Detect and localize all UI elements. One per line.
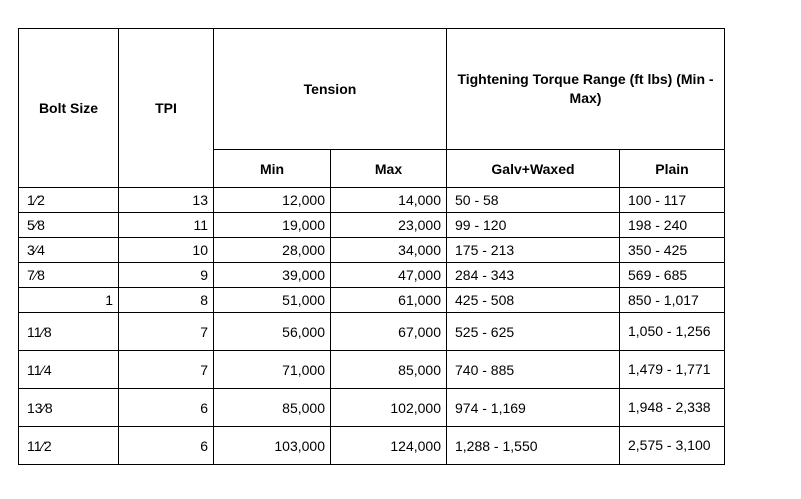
tension-min-cell: 103,000 bbox=[214, 427, 331, 465]
table-row bbox=[19, 427, 725, 465]
table-row bbox=[19, 263, 725, 288]
tension-min-cell: 28,000 bbox=[214, 238, 331, 263]
header-tension-max: Max bbox=[331, 150, 447, 188]
tpi-cell: 7 bbox=[119, 313, 214, 351]
galv-torque-cell: 99 - 120 bbox=[447, 213, 620, 238]
table-row bbox=[19, 313, 725, 351]
table-row bbox=[19, 389, 725, 427]
tpi-cell: 8 bbox=[119, 288, 214, 313]
plain-torque-cell: 198 - 240 bbox=[620, 213, 725, 238]
galv-torque-cell: 175 - 213 bbox=[447, 238, 620, 263]
tpi-cell: 7 bbox=[119, 351, 214, 389]
tension-max-cell: 85,000 bbox=[331, 351, 447, 389]
tension-max-cell: 124,000 bbox=[331, 427, 447, 465]
tension-min-cell: 71,000 bbox=[214, 351, 331, 389]
bolt-size-cell: 13⁄8 bbox=[19, 389, 119, 427]
tension-max-cell: 47,000 bbox=[331, 263, 447, 288]
galv-torque-cell: 740 - 885 bbox=[447, 351, 620, 389]
tension-max-cell: 34,000 bbox=[331, 238, 447, 263]
bolt-torque-table bbox=[18, 28, 725, 465]
tpi-cell: 6 bbox=[119, 389, 214, 427]
tension-min-cell: 12,000 bbox=[214, 188, 331, 213]
galv-torque-cell: 425 - 508 bbox=[447, 288, 620, 313]
header-bolt-size: Bolt Size bbox=[19, 29, 119, 188]
tension-min-cell: 85,000 bbox=[214, 389, 331, 427]
bolt-size-cell: 1⁄2 bbox=[19, 188, 119, 213]
plain-torque-cell: 2,575 - 3,100 bbox=[620, 427, 725, 465]
tension-max-cell: 23,000 bbox=[331, 213, 447, 238]
tension-max-cell: 67,000 bbox=[331, 313, 447, 351]
galv-torque-cell: 284 - 343 bbox=[447, 263, 620, 288]
header-tpi: TPI bbox=[119, 29, 214, 188]
table-row bbox=[19, 188, 725, 213]
bolt-size-cell: 3⁄4 bbox=[19, 238, 119, 263]
plain-torque-cell: 850 - 1,017 bbox=[620, 288, 725, 313]
bolt-size-cell: 11⁄8 bbox=[19, 313, 119, 351]
galv-torque-cell: 525 - 625 bbox=[447, 313, 620, 351]
header-tension: Tension bbox=[214, 29, 447, 150]
tension-max-cell: 102,000 bbox=[331, 389, 447, 427]
table-row bbox=[19, 288, 725, 313]
plain-torque-cell: 1,479 - 1,771 bbox=[620, 351, 725, 389]
header-torque-range: Tightening Torque Range (ft lbs) (Min - Max) bbox=[447, 29, 725, 150]
bolt-size-cell: 5⁄8 bbox=[19, 213, 119, 238]
tension-min-cell: 19,000 bbox=[214, 213, 331, 238]
galv-torque-cell: 1,288 - 1,550 bbox=[447, 427, 620, 465]
header-galv-waxed: Galv+Waxed bbox=[447, 150, 620, 188]
galv-torque-cell: 50 - 58 bbox=[447, 188, 620, 213]
table-row bbox=[19, 213, 725, 238]
bolt-size-cell: 11⁄4 bbox=[19, 351, 119, 389]
plain-torque-cell: 350 - 425 bbox=[620, 238, 725, 263]
tension-min-cell: 39,000 bbox=[214, 263, 331, 288]
table-row bbox=[19, 238, 725, 263]
tension-min-cell: 51,000 bbox=[214, 288, 331, 313]
tension-max-cell: 14,000 bbox=[331, 188, 447, 213]
table-row bbox=[19, 351, 725, 389]
plain-torque-cell: 100 - 117 bbox=[620, 188, 725, 213]
plain-torque-cell: 1,948 - 2,338 bbox=[620, 389, 725, 427]
bolt-size-cell: 1 bbox=[19, 288, 119, 313]
tension-min-cell: 56,000 bbox=[214, 313, 331, 351]
tpi-cell: 13 bbox=[119, 188, 214, 213]
tpi-cell: 9 bbox=[119, 263, 214, 288]
plain-torque-cell: 1,050 - 1,256 bbox=[620, 313, 725, 351]
tpi-cell: 10 bbox=[119, 238, 214, 263]
tpi-cell: 11 bbox=[119, 213, 214, 238]
header-plain: Plain bbox=[620, 150, 725, 188]
plain-torque-cell: 569 - 685 bbox=[620, 263, 725, 288]
bolt-size-cell: 11⁄2 bbox=[19, 427, 119, 465]
tpi-cell: 6 bbox=[119, 427, 214, 465]
bolt-size-cell: 7⁄8 bbox=[19, 263, 119, 288]
tension-max-cell: 61,000 bbox=[331, 288, 447, 313]
galv-torque-cell: 974 - 1,169 bbox=[447, 389, 620, 427]
header-tension-min: Min bbox=[214, 150, 331, 188]
